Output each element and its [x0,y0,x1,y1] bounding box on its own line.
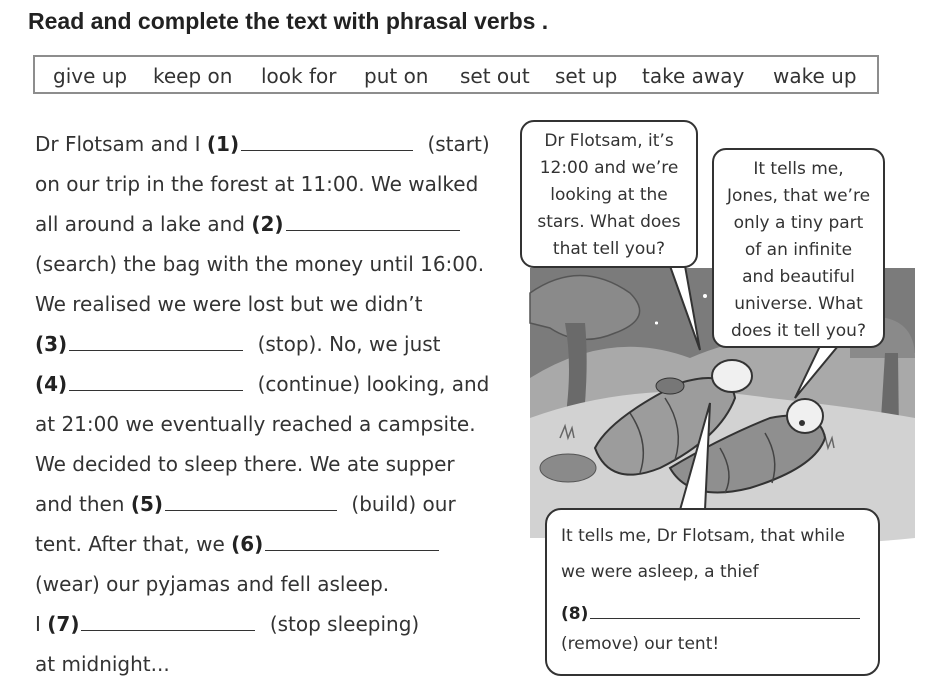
gap-number: (7) [47,612,80,636]
camping-illustration [520,118,925,696]
word-bank-item: keep on [153,64,233,88]
story-line [35,444,455,484]
bubble-text: (remove) our tent! [561,634,720,654]
story-line [35,324,441,364]
answer-blank-3[interactable] [69,328,243,351]
answer-blank-7[interactable] [81,608,255,631]
mouth [799,420,805,426]
bubble-text: It tells me, [753,159,844,179]
speech-bubble-jones [520,120,698,268]
hint-text: (continue) looking, and [257,372,490,396]
bubble-text: 12:00 and we’re [539,158,679,178]
bubble-text: only a tiny part [733,213,864,233]
answer-blank-2[interactable] [286,208,460,231]
word-bank-item: set up [555,64,618,88]
story-text-segment: on our trip in the forest at 11:00. We walked [35,172,479,196]
speech-bubble-flotsam [712,148,885,348]
story-line [35,604,419,644]
story-text-segment: Dr Flotsam and I [35,132,201,156]
answer-blank-5[interactable] [165,488,337,511]
hint-text: (start) [427,132,490,156]
hat [656,378,684,394]
story-line [35,404,476,444]
story-line [35,284,422,324]
story-line [35,364,489,404]
bubble-text: Dr Flotsam, it’s [544,131,674,151]
word-bank-item: put on [364,64,429,88]
story-line [35,244,484,284]
answer-blank-4[interactable] [69,368,243,391]
hint-text: (build) our [351,492,456,516]
gap-number: (5) [130,492,164,516]
boy-head [787,399,823,433]
story-text-segment: We realised we were lost but we didn’t [35,292,423,316]
bubble-text: universe. What [734,294,863,314]
story-text-segment: and then [35,492,125,516]
story-line [35,124,490,164]
story-text-segment: at midnight... [35,652,170,676]
bubble-text: looking at the [550,185,668,205]
word-bank-item: give up [53,64,128,88]
word-bank-item: set out [460,64,530,88]
word-bank-item: take away [642,64,745,88]
word-bank [33,55,879,94]
hint-text: (stop). No, we just [257,332,441,356]
story-line [35,524,441,564]
gap-number: (6) [231,532,264,556]
story-line [35,564,389,604]
story-line [35,484,456,524]
gap-number: (3) [35,332,68,356]
answer-blank-8[interactable] [590,598,860,619]
story-text-segment: (search) the bag with the money until 16:00. [35,252,485,276]
gap-number: (1) [206,132,240,156]
story-line [35,644,170,684]
star-icon [703,294,707,298]
story-text-segment: at 21:00 we eventually reached a campsite. [35,412,476,436]
bubble-text: that tell you? [552,239,666,259]
bubble-text: does it tell you? [731,321,866,341]
gap-number: (4) [35,372,68,396]
story-text-segment: tent. After that, we [35,532,225,556]
bubble-text: stars. What does [537,212,681,232]
answer-blank-6[interactable] [265,528,439,551]
story-line [35,164,478,204]
word-bank-item: look for [261,64,337,88]
bubble-gap-line [561,598,862,624]
answer-blank-1[interactable] [241,128,413,151]
speech-bubble-jones-bottom [545,508,880,676]
man-head [712,360,752,392]
word-bank-item: wake up [773,64,857,88]
bubble-text: It tells me, Dr Flotsam, that while [561,526,845,546]
story-text-segment: We decided to sleep there. We ate supper [35,452,455,476]
page-title: Read and complete the text with phrasal verbs . [28,8,549,34]
story-text-segment: (wear) our pyjamas and fell asleep. [35,572,390,596]
story-line [35,204,462,244]
hint-text: (stop sleeping) [269,612,420,636]
gap-number: (2) [251,212,284,236]
rock [540,454,596,482]
story-text-segment: all around a lake and [35,212,245,236]
bubble-text: of an infinite [744,240,853,260]
bubble-text: and beautiful [742,267,855,287]
story-text-segment: I [35,612,41,636]
bubble-text: Jones, that we’re [726,186,871,206]
bubble-text: we were asleep, a thief [561,562,759,582]
gap-number: (8) [561,604,589,624]
